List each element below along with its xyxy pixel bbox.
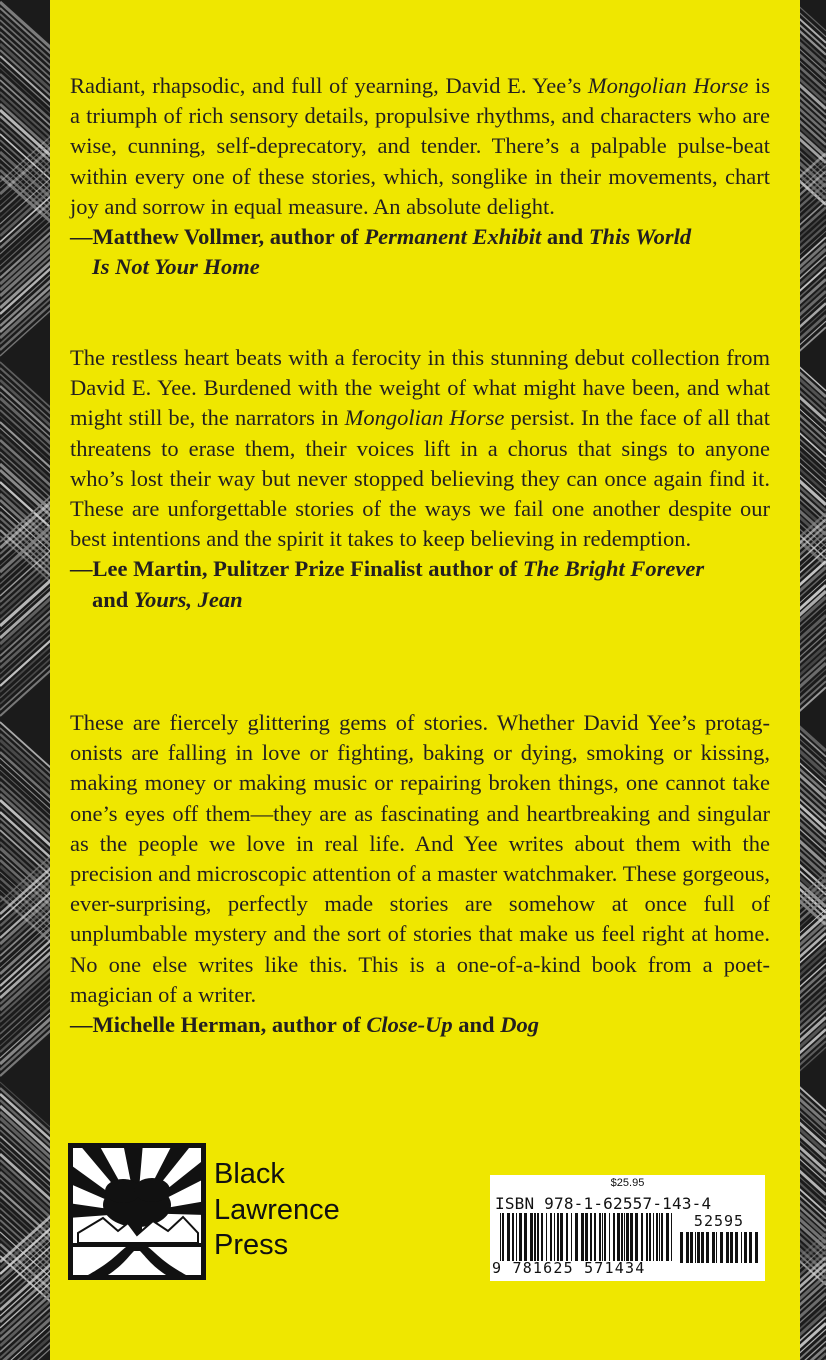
isbn-text: ISBN 978-1-62557-143-4 <box>495 1194 712 1213</box>
ean-bars <box>500 1213 672 1261</box>
barcode-bar <box>646 1213 648 1261</box>
blurb-text-run: is a triumph of rich sensory details, propulsive rhythms, and characters who are wise, cunning, self-deprecatory, and tender. There’s a palpable pulse-beat within every one of these stories, which, songlike in their movements, chart joy and sorrow in equal measure. An absolute delight. <box>70 73 770 219</box>
publisher-name-line: Black <box>214 1158 285 1190</box>
barcode-bar <box>671 1213 672 1261</box>
barcode-bar <box>541 1213 543 1261</box>
price-supplement-number: 52595 <box>693 1212 745 1230</box>
barcode-bar <box>712 1232 715 1263</box>
barcode-bar <box>635 1213 638 1261</box>
supplement-bars <box>680 1232 758 1263</box>
barcode-bar <box>550 1213 552 1261</box>
barcode-bar <box>701 1232 704 1263</box>
price-label: $25.95 <box>610 1177 645 1189</box>
blurb-vollmer <box>70 71 770 282</box>
barcode-bar <box>656 1213 658 1261</box>
barcode-bar <box>537 1213 539 1261</box>
barcode-bar <box>649 1213 651 1261</box>
barcode-bar <box>613 1213 615 1261</box>
barcode-bar <box>726 1232 729 1263</box>
barcode-bar <box>546 1213 547 1261</box>
barcode-bar <box>502 1213 504 1261</box>
barcode-bar <box>566 1213 568 1261</box>
blurb-text-run: These are fiercely glittering gems of stories. Whether David Yee’s protagonists are falling in love or fighting, baking or dying, smoking or kissing, making money or making music or repairing broken things, one cannot take one’s eyes off them—they are as fascinating and heartbreaking and singular as the people we love in real life. And Yee writes about them with the precision and microscopic attention of a master watchmaker. These gorgeous, ever-surprising, perfectly made stories are somehow at once full of unplumbable mystery and the sort of stories that make us feel right at home. No one else writes like this. This is a one-of-a-kind book from a poet-magician of a writer. <box>70 710 770 1007</box>
book-title: This World <box>588 224 692 250</box>
barcode-bar <box>741 1232 742 1263</box>
blurb-attribution <box>70 554 770 614</box>
attribution-prefix: —Michelle Herman, author of <box>70 1012 367 1038</box>
barcode-bar <box>716 1232 717 1263</box>
barcode-bar <box>626 1213 629 1261</box>
blurb-text <box>70 708 770 1010</box>
barcode-bar <box>604 1213 606 1261</box>
barcode-bar <box>680 1232 683 1263</box>
barcode-bar <box>560 1213 563 1261</box>
barcode-bar <box>735 1232 738 1263</box>
barcode-bar <box>554 1213 555 1261</box>
barcode-bar <box>602 1213 603 1261</box>
barcode-bar <box>630 1213 633 1261</box>
barcode-bar <box>720 1232 723 1263</box>
barcode-bar <box>575 1213 578 1261</box>
barcode-bar <box>500 1213 501 1261</box>
barcode-bar <box>617 1213 620 1261</box>
barcode-bar <box>695 1232 696 1263</box>
attribution-joiner: and <box>541 224 589 250</box>
barcode-bar <box>653 1213 654 1261</box>
barcode-bar <box>507 1213 510 1261</box>
book-title: Dog <box>500 1012 539 1038</box>
barcode-bar <box>519 1213 522 1261</box>
blurb-text <box>70 343 770 554</box>
attribution-prefix: —Matthew Vollmer, author of <box>70 224 365 250</box>
barcode-bar <box>624 1213 625 1261</box>
barcode-bar <box>590 1213 592 1261</box>
barcode-bar <box>686 1232 689 1263</box>
barcode-bar <box>594 1213 596 1261</box>
barcode-bar <box>530 1213 533 1261</box>
isbn-barcode <box>490 1175 765 1281</box>
barcode-bar <box>512 1213 514 1261</box>
blurb-text-run: Radiant, rhapsodic, and full of yearning, David E. Yee’s <box>70 73 588 98</box>
barcode-bar <box>557 1213 559 1261</box>
ean-number: 9 781625 571434 <box>492 1259 646 1277</box>
barcode-bar <box>744 1232 747 1263</box>
barcode-bar <box>666 1213 669 1261</box>
barcode-bar <box>609 1213 610 1261</box>
barcode-bar <box>585 1213 588 1261</box>
book-title-inline: Mongolian Horse <box>344 405 505 431</box>
publisher-name <box>214 1157 340 1264</box>
barcode-bar <box>661 1213 663 1261</box>
barcode-bar <box>534 1213 536 1261</box>
book-title: The Bright Forever <box>522 556 705 582</box>
barcode-bar <box>690 1232 693 1263</box>
book-title-inline: Mongolian Horse <box>587 73 749 98</box>
blurb-attribution <box>70 222 770 282</box>
barcode-bar <box>581 1213 584 1261</box>
barcode-bar <box>706 1232 709 1263</box>
barcode-bar <box>697 1232 700 1263</box>
barcode-bar <box>659 1213 660 1261</box>
blurb-text-run: persist. In the face of all that threatens to erase them, their voices lift in a chorus that sings to anyone who’s lost their way but never stopped believing they can once again find it. These are unforgettable stories of the ways we fail one another despite our best intentions and the spirit it takes to keep believing in redemption. <box>70 405 770 552</box>
attribution-joiner: and <box>452 1012 501 1038</box>
barcode-bar <box>749 1232 752 1263</box>
barcode-bar <box>571 1213 572 1261</box>
book-title: Yours, Jean <box>133 586 243 612</box>
publisher-name-line: Lawrence <box>214 1193 340 1226</box>
tree-sunburst-logo-icon <box>68 1143 206 1280</box>
attribution-joiner: and <box>92 586 134 612</box>
attribution-prefix: —Lee Martin, Pulitzer Prize Finalist author of <box>70 556 523 582</box>
barcode-bar <box>516 1213 517 1261</box>
book-title: Is Not Your Home <box>92 254 260 280</box>
blurb-martin <box>70 343 770 615</box>
barcode-bar <box>641 1213 643 1261</box>
barcode-bar <box>599 1213 601 1261</box>
publisher-name-line: Press <box>214 1229 289 1261</box>
book-title: Permanent Exhibit <box>364 224 542 250</box>
barcode-bar <box>755 1232 758 1263</box>
book-title: Close-Up <box>366 1012 453 1038</box>
blurb-herman <box>70 708 770 1040</box>
blurb-text <box>70 71 770 222</box>
barcode-bar <box>524 1213 527 1261</box>
blurb-attribution <box>70 1010 770 1040</box>
barcode-bar <box>730 1232 733 1263</box>
blurb-text-run: The restless heart beats with a ferocity in this stunning debut collection from David E. Yee. Burdened with the weight of what might have been, and what might still be, the narrators in <box>70 345 770 431</box>
barcode-bar <box>621 1213 623 1261</box>
